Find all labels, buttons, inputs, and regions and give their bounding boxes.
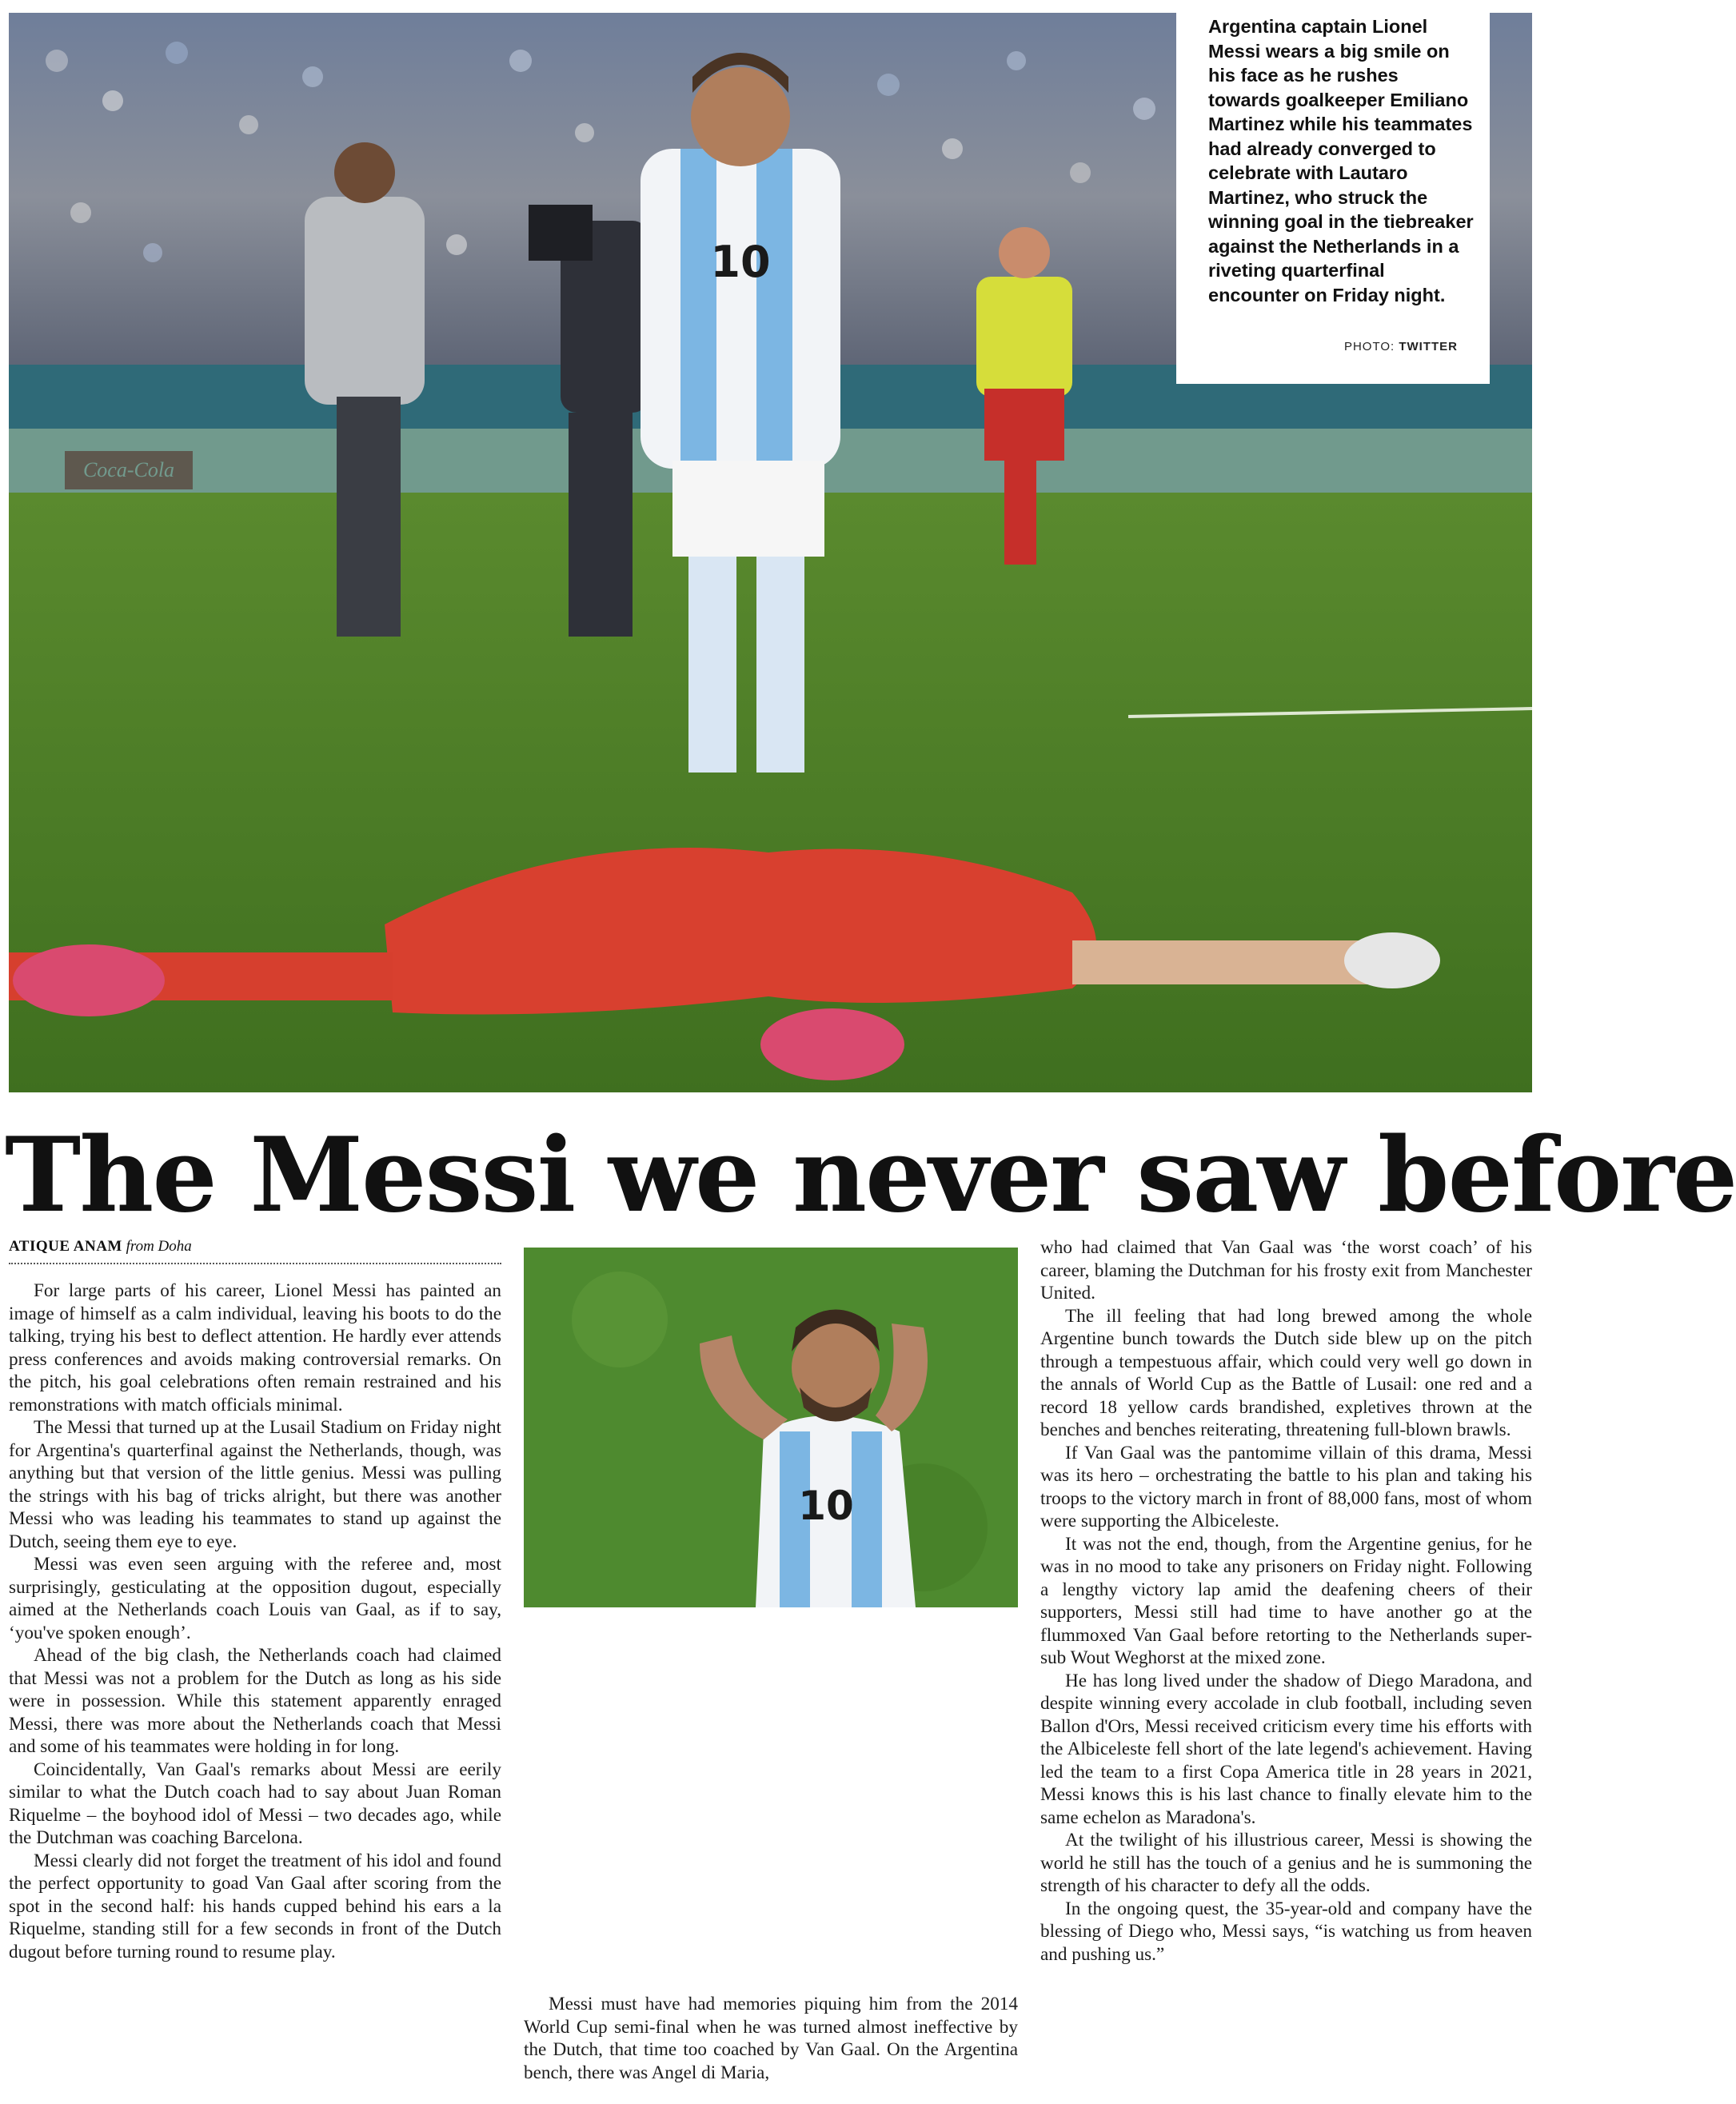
article-paragraph: He has long lived under the shadow of Diego Maradona, and despite winning every accolade in club football, including seven Ballon d'Ors, Messi received criticism every time his efforts with the Albiceleste fell short of the late legend's achievement. Having led the team to a first Copa America title in 28 years in 2021, Messi knows this is his last chance to finally elevate him to the same echelon as Maradona's. <box>1040 1670 1532 1828</box>
inset-photo-illustration <box>524 1248 1018 1607</box>
article-paragraph: Messi clearly did not forget the treatment of his idol and found the perfect opportunity to goad Van Gaal after scoring from the spot in the second half: his hands cupped behind his ears a la Riquelme, standing still for a few seconds in front of the Dutch dugout before turning round to resume play. <box>9 1850 501 1962</box>
photo-credit-source: TWITTER <box>1399 340 1458 353</box>
byline-dateline: from Doha <box>126 1238 192 1255</box>
article-paragraph-continued: who had claimed that Van Gaal was ‘the worst coach’ of his career, blaming the Dutchman for his frosty exit from Manchester United. <box>1040 1237 1532 1304</box>
messi-jersey-number: 10 <box>710 237 771 287</box>
article-paragraph: The Messi that turned up at the Lusail Stadium on Friday night for Argentina's quarterfinal against the Netherlands, though, was anything but that version of the little genius. Messi was pulling the strings with his bag of tricks alright, but there was another Messi who was leading his teammates to stand up against the Dutch, seeing them eye to eye. <box>9 1417 501 1552</box>
article-paragraph: It was not the end, though, from the Argentine genius, for he was in no mood to take any prisoners on Friday night. Following a lengthy victory lap amid the deafening cheers of their supporters, Messi still had time to have another go at the flummoxed Van Gaal before retorting to the Netherlands super-sub Wout Weghorst at the mixed zone. <box>1040 1533 1532 1668</box>
headline: The Messi we never saw before <box>5 1116 1736 1236</box>
article-paragraph: Ahead of the big clash, the Netherlands coach had claimed that Messi was not a problem for the Dutch as long as his side were in possession. While this statement apparently enraged Messi, there was more about the Netherlands coach that Messi and some of his teammates were holding in for long. <box>9 1645 501 1757</box>
article-paragraph: If Van Gaal was the pantomime villain of this drama, Messi was its hero – orchestrating the battle to his plan and taking his troops to the victory march in front of 88,000 fans, most of whom were supporting the Albiceleste. <box>1040 1442 1532 1531</box>
inset-jersey-number: 10 <box>798 1483 854 1529</box>
photo-caption: Argentina captain Lionel Messi wears a big smile on his face as he rushes towards goalkeeper Emiliano Martinez while his teammates had already converged to celebrate with Lautaro Martinez, who struck the winning goal in the tiebreaker against the Netherlands in a riveting quarterfinal encounter on Friday night. <box>1208 16 1474 305</box>
article-column-1 <box>9 1280 501 1963</box>
article-column-3 <box>1040 1236 1532 1966</box>
photo-credit <box>1344 340 1458 353</box>
article-column-2 <box>524 1993 1018 2084</box>
article-paragraph: Coincidentally, Van Gaal's remarks about Messi are eerily similar to what the Dutch coach had to say about Juan Roman Riquelme – the boyhood idol of Messi – two decades ago, while the Dutchman was coaching Barcelona. <box>9 1759 501 1848</box>
article-paragraph: For large parts of his career, Lionel Messi has painted an image of himself as a calm individual, leaving his boots to do the talking, trying his best to deflect attention. He hardly ever attends press conferences and avoids making controversial remarks. On the pitch, his goal celebrations often remain restrained and his remonstrations with match officials minimal. <box>9 1280 501 1415</box>
byline-author: ATIQUE ANAM <box>9 1238 122 1255</box>
article-paragraph: Messi was even seen arguing with the referee and, most surprisingly, gesticulating at the opposition dugout, especially aimed at the Netherlands coach Louis van Gaal, as if to say, ‘you've spoken enough’. <box>9 1554 501 1643</box>
article-paragraph: Messi must have had memories piquing him from the 2014 World Cup semi-final when he was turned almost ineffective by the Dutch, that time too coached by Van Gaal. On the Argentina bench, there was Angel di Maria, <box>524 1994 1018 2083</box>
inset-photo <box>524 1248 1018 1607</box>
photo-caption-box <box>1176 11 1490 384</box>
article-paragraph: The ill feeling that had long brewed among the whole Argentine bunch towards the Dutch side blew up on the pitch through a tempestuous affair, which could very well go down in the annals of World Cup as the Battle of Lusail: one red and a record 18 yellow cards brandished, expletives thrown at the benches and benches reiterating, threatening full-blown brawls. <box>1040 1305 1532 1440</box>
article-paragraph: In the ongoing quest, the 35-year-old and company have the blessing of Diego who, Messi says, “is watching us from heaven and pushing us.” <box>1040 1898 1532 1965</box>
article-paragraph: At the twilight of his illustrious career, Messi is showing the world he still has the touch of a genius and he is summoning the strength of his character to defy all the odds. <box>1040 1830 1532 1896</box>
photo-credit-label: PHOTO: <box>1343 340 1395 353</box>
byline <box>9 1237 501 1264</box>
